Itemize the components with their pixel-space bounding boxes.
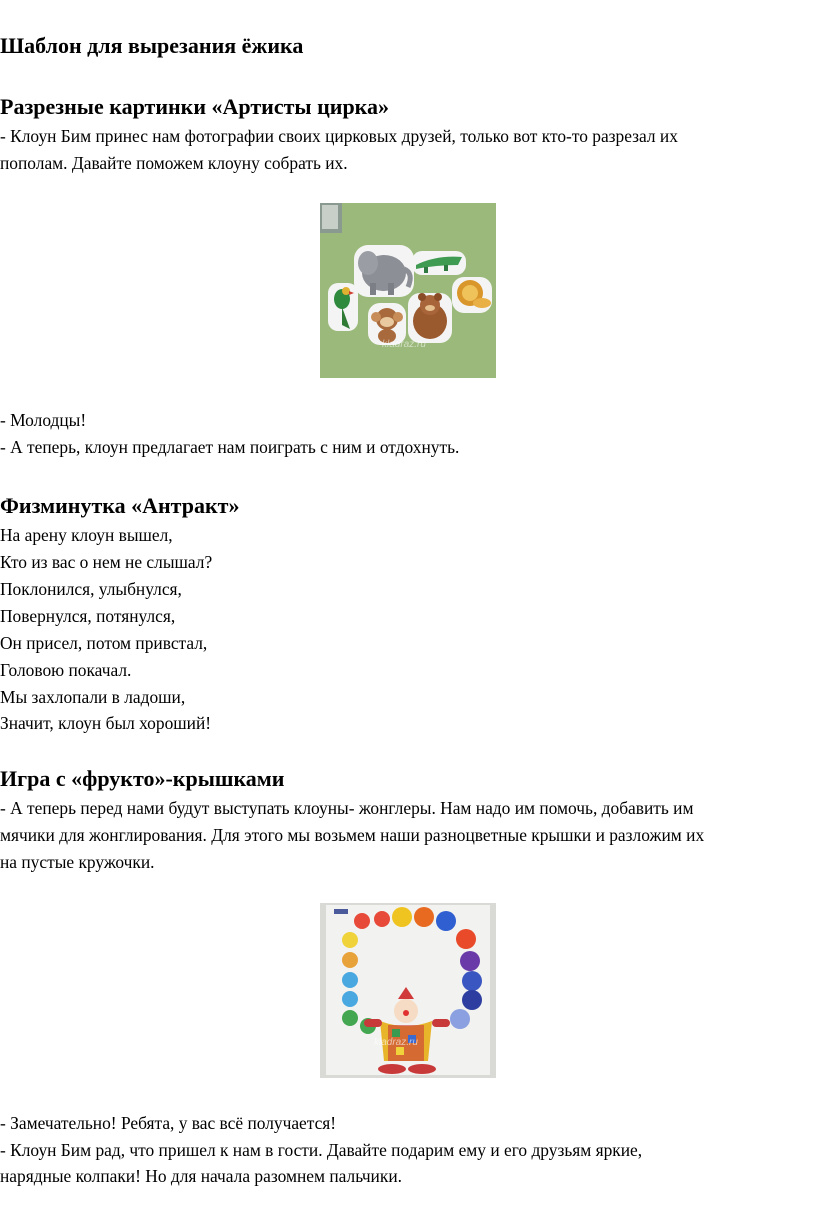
crocodile-cutout bbox=[412, 251, 466, 275]
photo-watermark: kladraz.ru bbox=[382, 339, 426, 350]
poem-line: Головою покачал. bbox=[0, 660, 132, 680]
paragraph-line: - Клоун Бим принес нам фотографии своих цирковых друзей, только вот кто-то разрезал их bbox=[0, 126, 678, 146]
circus-animals-illustration bbox=[320, 203, 496, 378]
poem-line: Кто из вас о нем не слышал? bbox=[0, 552, 213, 572]
photo-watermark: kladraz.ru bbox=[374, 1037, 418, 1048]
paragraph-line: нарядные колпаки! Но для начала разомнем пальчики. bbox=[0, 1166, 402, 1186]
paragraph-line: пополам. Давайте поможем клоуну собрать их. bbox=[0, 153, 348, 173]
circus-animals-photo bbox=[320, 203, 496, 378]
paragraph-line: - Молодцы! bbox=[0, 410, 87, 430]
document-title: Шаблон для вырезания ёжика bbox=[0, 33, 304, 58]
paragraph-line: - Клоун Бим рад, что пришел к нам в гости. Давайте подарим ему и его друзьям яркие, bbox=[0, 1140, 643, 1160]
poem-line: Значит, клоун был хороший! bbox=[0, 713, 212, 733]
paragraph-line: - А теперь перед нами будут выступать клоуны- жонглеры. Нам надо им помочь, добавить им bbox=[0, 798, 694, 818]
section-heading-cut-pictures: Разрезные картинки «Артисты цирка» bbox=[0, 94, 390, 119]
section-heading-fruit-caps: Игра с «фрукто»-крышками bbox=[0, 766, 285, 791]
poem-line: Он присел, потом привстал, bbox=[0, 633, 208, 653]
paragraph-line: на пустые кружочки. bbox=[0, 852, 155, 872]
paragraph-line: - Замечательно! Ребята, у вас всё получается! bbox=[0, 1113, 337, 1133]
bear-cutout bbox=[408, 293, 452, 343]
poem-line: Мы захлопали в ладоши, bbox=[0, 687, 186, 707]
clown-caps-illustration bbox=[320, 903, 496, 1078]
parrot-cutout bbox=[328, 283, 358, 331]
paragraph-line: мячики для жонглирования. Для этого мы возьмем наши разноцветные крышки и разложим их bbox=[0, 825, 705, 845]
lion-cutout bbox=[452, 277, 492, 313]
poem-line: Поклонился, улыбнулся, bbox=[0, 579, 182, 599]
poem-line: Повернулся, потянулся, bbox=[0, 606, 176, 626]
paragraph-line: - А теперь, клоун предлагает нам поиграть с ним и отдохнуть. bbox=[0, 437, 460, 457]
clown-caps-photo bbox=[320, 903, 496, 1078]
poem-line: На арену клоун вышел, bbox=[0, 525, 173, 545]
elephant-cutout bbox=[354, 245, 414, 297]
section-heading-physical-minute: Физминутка «Антракт» bbox=[0, 493, 240, 518]
